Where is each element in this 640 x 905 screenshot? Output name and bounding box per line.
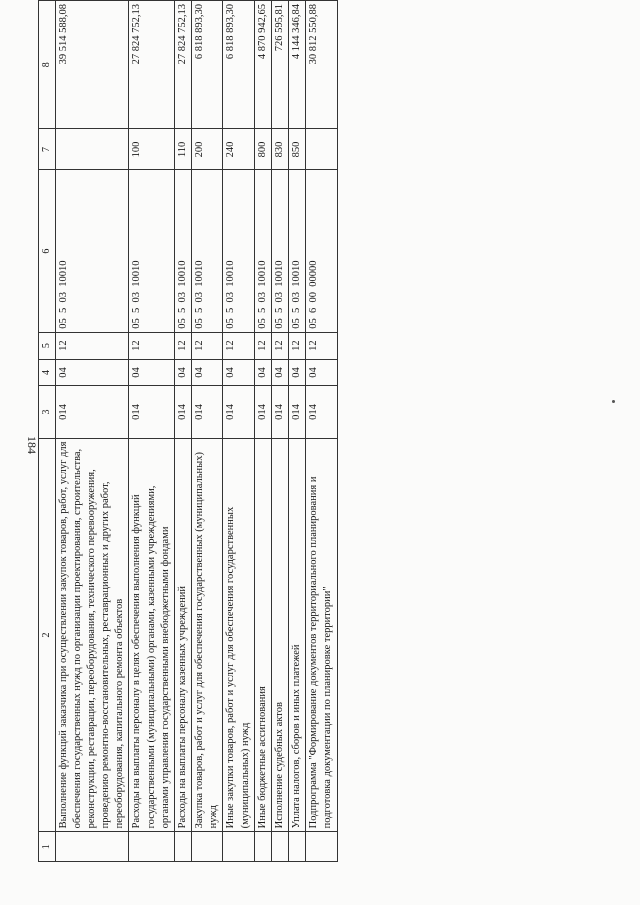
cell-c4: 04: [254, 359, 271, 386]
page-number: 184: [25, 436, 39, 454]
rotated-page-content: [25, 0, 576, 862]
cell-c3: 014: [271, 386, 288, 438]
header-col-5: 5: [39, 332, 56, 359]
cell-c3: 014: [174, 386, 191, 438]
cell-c4: 04: [174, 359, 191, 386]
cell-c2: Закупка товаров, работ и услуг для обеспечения государственных (муниципальных) нужд: [192, 438, 223, 832]
cell-c5: 12: [223, 332, 254, 359]
cell-c3: 014: [289, 386, 306, 438]
table-row: [254, 1, 271, 862]
cell-c6: 05 5 03 10010: [192, 170, 223, 332]
table-row: [306, 1, 337, 862]
cell-c5: 12: [174, 332, 191, 359]
cell-c5: 12: [129, 332, 175, 359]
scan-speck: [612, 400, 615, 403]
header-col-1: 1: [39, 832, 56, 862]
table-row: [174, 1, 191, 862]
cell-c8: 4 144 346,84: [289, 1, 306, 129]
header-col-2: 2: [39, 438, 56, 832]
cell-c2: Расходы на выплаты персоналу казенных учреждений: [174, 438, 191, 832]
cell-c8: 726 595,81: [271, 1, 288, 129]
cell-c5: 12: [271, 332, 288, 359]
cell-c5: 12: [55, 332, 129, 359]
cell-c7: 800: [254, 129, 271, 170]
cell-c6: 05 5 03 10010: [254, 170, 271, 332]
cell-c8: 6 818 893,30: [223, 1, 254, 129]
cell-c8: 27 824 752,13: [174, 1, 191, 129]
cell-c8: 27 824 752,13: [129, 1, 175, 129]
cell-c4: 04: [55, 359, 129, 386]
cell-c8: 4 870 942,65: [254, 1, 271, 129]
cell-c4: 04: [271, 359, 288, 386]
header-col-4: 4: [39, 359, 56, 386]
table-header-row: [39, 1, 56, 862]
cell-c6: 05 5 03 10010: [271, 170, 288, 332]
cell-c1: [223, 832, 254, 862]
cell-c3: 014: [192, 386, 223, 438]
cell-c5: 12: [306, 332, 337, 359]
cell-c4: 04: [306, 359, 337, 386]
header-col-8: 8: [39, 1, 56, 129]
cell-c5: 12: [289, 332, 306, 359]
cell-c3: 014: [55, 386, 129, 438]
cell-c4: 04: [223, 359, 254, 386]
cell-c3: 014: [254, 386, 271, 438]
cell-c2: Исполнение судебных актов: [271, 438, 288, 832]
cell-c1: [271, 832, 288, 862]
cell-c1: [306, 832, 337, 862]
cell-c7: [55, 129, 129, 170]
cell-c1: [289, 832, 306, 862]
cell-c6: 05 5 03 10010: [129, 170, 175, 332]
table-row: [271, 1, 288, 862]
cell-c7: 850: [289, 129, 306, 170]
cell-c2: Уплата налогов, сборов и иных платежей: [289, 438, 306, 832]
cell-c6: 05 5 03 10010: [55, 170, 129, 332]
cell-c8: 30 812 550,88: [306, 1, 337, 129]
cell-c2: Подпрограмма "Формирование документов территориального планирования и подготовка документации по планировке территории": [306, 438, 337, 832]
header-col-3: 3: [39, 386, 56, 438]
cell-c8: 6 818 893,30: [192, 1, 223, 129]
cell-c2: Расходы на выплаты персоналу в целях обеспечения выполнения функций государственными (муниципальными) органами, казенными учреждениями, органами управления государственными внебюджетными фондами: [129, 438, 175, 832]
cell-c7: 200: [192, 129, 223, 170]
table-row: [129, 1, 175, 862]
cell-c8: 39 514 588,08: [55, 1, 129, 129]
header-col-6: 6: [39, 170, 56, 332]
cell-c1: [174, 832, 191, 862]
table-row: [289, 1, 306, 862]
cell-c4: 04: [129, 359, 175, 386]
cell-c3: 014: [223, 386, 254, 438]
table-row: [192, 1, 223, 862]
cell-c6: 05 5 03 10010: [223, 170, 254, 332]
cell-c2: Выполнение функций заказчика при осуществлении закупок товаров, работ, услуг для обеспечения государственных нужд по организации проектирования, строительства, реконструкции, реставрации, переоборудования, технического перевооружения, проведению ремонтно-восстановительных, реставрационных и других работ, переоборудования, капитального ремонта объектов: [55, 438, 129, 832]
cell-c1: [254, 832, 271, 862]
cell-c7: [306, 129, 337, 170]
cell-c6: 05 6 00 00000: [306, 170, 337, 332]
cell-c7: 100: [129, 129, 175, 170]
cell-c2: Иные закупки товаров, работ и услуг для обеспечения государственных (муниципальных) нужд: [223, 438, 254, 832]
cell-c4: 04: [192, 359, 223, 386]
header-col-7: 7: [39, 129, 56, 170]
cell-c1: [55, 832, 129, 862]
cell-c7: 110: [174, 129, 191, 170]
cell-c1: [192, 832, 223, 862]
cell-c3: 014: [129, 386, 175, 438]
cell-c7: 830: [271, 129, 288, 170]
cell-c1: [129, 832, 175, 862]
cell-c2: Иные бюджетные ассигнования: [254, 438, 271, 832]
cell-c4: 04: [289, 359, 306, 386]
cell-c5: 12: [192, 332, 223, 359]
cell-c3: 014: [306, 386, 337, 438]
table-row: [223, 1, 254, 862]
table-row: [55, 1, 129, 862]
budget-table: [38, 0, 338, 862]
cell-c6: 05 5 03 10010: [174, 170, 191, 332]
cell-c6: 05 5 03 10010: [289, 170, 306, 332]
cell-c7: 240: [223, 129, 254, 170]
cell-c5: 12: [254, 332, 271, 359]
